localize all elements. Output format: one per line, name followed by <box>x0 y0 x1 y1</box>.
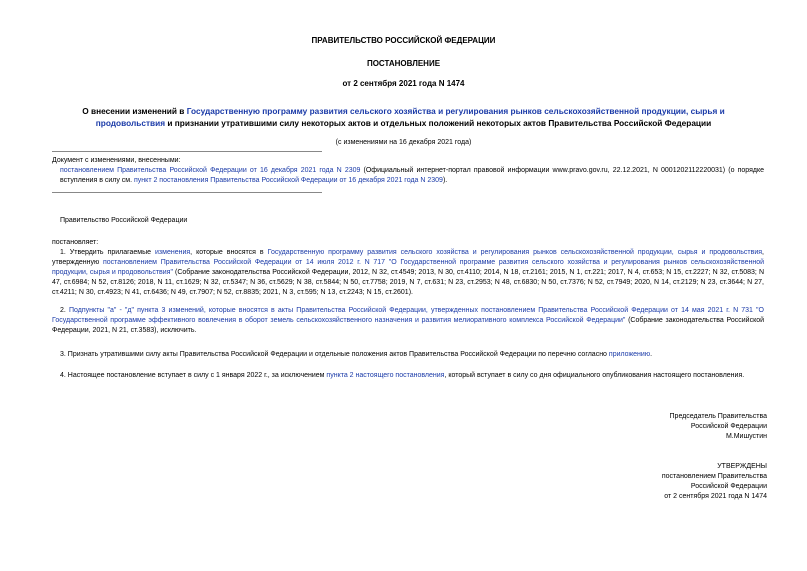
item-1-decree-link[interactable]: постановлением Правительства Российской Федерации от 14 июля 2012 г. N 717 "О Государственной программе развития сельского хозяйства и регулирования рынков сельскохозяйственной продукции, сырья и продовольствия" <box>52 259 765 276</box>
changes-details <box>60 166 764 186</box>
item-4 <box>52 371 764 381</box>
item-4-text-a: 4. Настоящее постановление вступает в силу с 1 января 2022 г., за исключением <box>60 372 327 379</box>
signature-block <box>670 412 767 442</box>
item-2 <box>52 306 764 336</box>
changes-bottom-rule <box>52 192 322 193</box>
title-program-link[interactable]: Государственную программу развития сельского хозяйства и регулирования рынков сельскохозяйственной продукции, сырья и продовольствия <box>95 106 725 128</box>
title-part1: О внесении изменений в <box>82 106 187 116</box>
item-1-text-d: (Собрание законодательства Российской Федерации, 2012, N 32, ст.4549; 2013, N 30, ст.4110; 2014, N 18, ст.2161; 2015, N 1, ст.221; 2017, N 4, ст.653; N 15, ст.2227; N 32, ст.5083; N 47, ст.6984; N 52, ст.8126; 2018, N 11, ст.1629; N 32, ст.5347; N 36, ст.5629; N 38, ст.5844; N 50, ст.7758; 2019, N 7, ст.631; N 23, ст.2953; N 48, ст.6830; N 50, ст.7376; N 52, ст.7949; 2020, N 14, ст.2129; N 23, ст.3644; N 27, ст.4211; N 30, ст.4923; N 41, ст.6436; N 49, ст.7907; N 52, ст.8835; 2021, N 3, ст.595; N 13, ст.2243; N 15, ст.2601). <box>52 269 765 296</box>
signature-country: Российской Федерации <box>690 423 767 430</box>
item-2-text-a: 2. <box>60 307 69 314</box>
item-4-text-b: , который вступает в силу со дня официального опубликования настоящего постановления. <box>444 372 745 379</box>
item-1-program-link[interactable]: Государственную программу развития сельского хозяйства и регулирования рынков сельскохозяйственной продукции, сырья и продовольствия <box>267 249 763 256</box>
changes-decree-link[interactable]: постановлением Правительства Российской Федерации от 16 декабря 2021 года N 2309 <box>60 167 361 174</box>
approved-by: постановлением Правительства <box>661 473 767 480</box>
changes-point-link[interactable]: пункт 2 постановления Правительства Российской Федерации от 16 декабря 2021 года N 2309 <box>134 177 443 184</box>
item-3-text-b: . <box>650 351 653 358</box>
signature-position: Председатель Правительства <box>669 413 767 420</box>
item-1-text-c: , утвержденную <box>52 249 764 266</box>
government-label: Правительство Российской Федерации <box>60 217 188 224</box>
document-type: ПОСТАНОВЛЕНИЕ <box>366 59 441 68</box>
item-3-text-a: 3. Признать утратившими силу акты Правительства Российской Федерации и отдельные положения актов Правительства Российской Федерации по перечню согласно <box>60 351 609 358</box>
item-2-subpoints-link[interactable]: Подпункты "а" - "д" пункта 3 изменений, которые вносятся в акты Правительства Российской Федерации, утвержденных постановлением Правительства Российской Федерации от 14 мая 2021 г. N 731 "О Государственной программе эффективного вовлечения в оборот земель сельскохозяйственного назначения и развития мелиоративного комплекса Российской Федерации" <box>52 307 764 324</box>
item-3 <box>52 350 764 360</box>
changes-intro: Документ с изменениями, внесенными: <box>52 157 181 164</box>
item-3-appendix-link[interactable]: приложению <box>608 351 651 358</box>
government-heading: ПРАВИТЕЛЬСТВО РОССИЙСКОЙ ФЕДЕРАЦИИ <box>311 36 496 45</box>
item-1-text-b: , которые вносятся в <box>190 249 268 256</box>
revision-note: (с изменениями на 16 декабря 2021 года) <box>335 139 472 146</box>
changes-top-rule <box>52 151 322 152</box>
decides-label: постановляет: <box>52 239 99 246</box>
item-1-changes-link[interactable]: изменения <box>155 249 191 256</box>
item-1 <box>52 248 764 298</box>
item-2-text-b: (Собрание законодательства Российской Федерации, 2021, N 21, ст.3583), исключить. <box>52 317 765 334</box>
approved-heading: УТВЕРЖДЕНЫ <box>717 463 767 470</box>
changes-text2: ). <box>442 177 448 184</box>
item-1-text-a: 1. Утвердить прилагаемые <box>60 249 156 256</box>
approved-date: от 2 сентября 2021 года N 1474 <box>664 493 767 500</box>
changes-text1: (Официальный интернет-портал правовой информации www.pravo.gov.ru, 22.12.2021, N 0001202112220031) (о порядке вступления в силу см. <box>60 167 765 184</box>
item-4-point2-link[interactable]: пункта 2 настоящего постановления <box>326 372 445 379</box>
signature-name: М.Мишустин <box>725 433 767 440</box>
approved-block <box>662 462 767 502</box>
document-title <box>60 105 747 129</box>
document-date-number: от 2 сентября 2021 года N 1474 <box>342 79 465 88</box>
title-part2: и признании утратившими силу некоторых актов и отдельных положений некоторых актов Правительства Российской Федерации <box>165 118 712 128</box>
approved-country: Российской Федерации <box>690 483 767 490</box>
